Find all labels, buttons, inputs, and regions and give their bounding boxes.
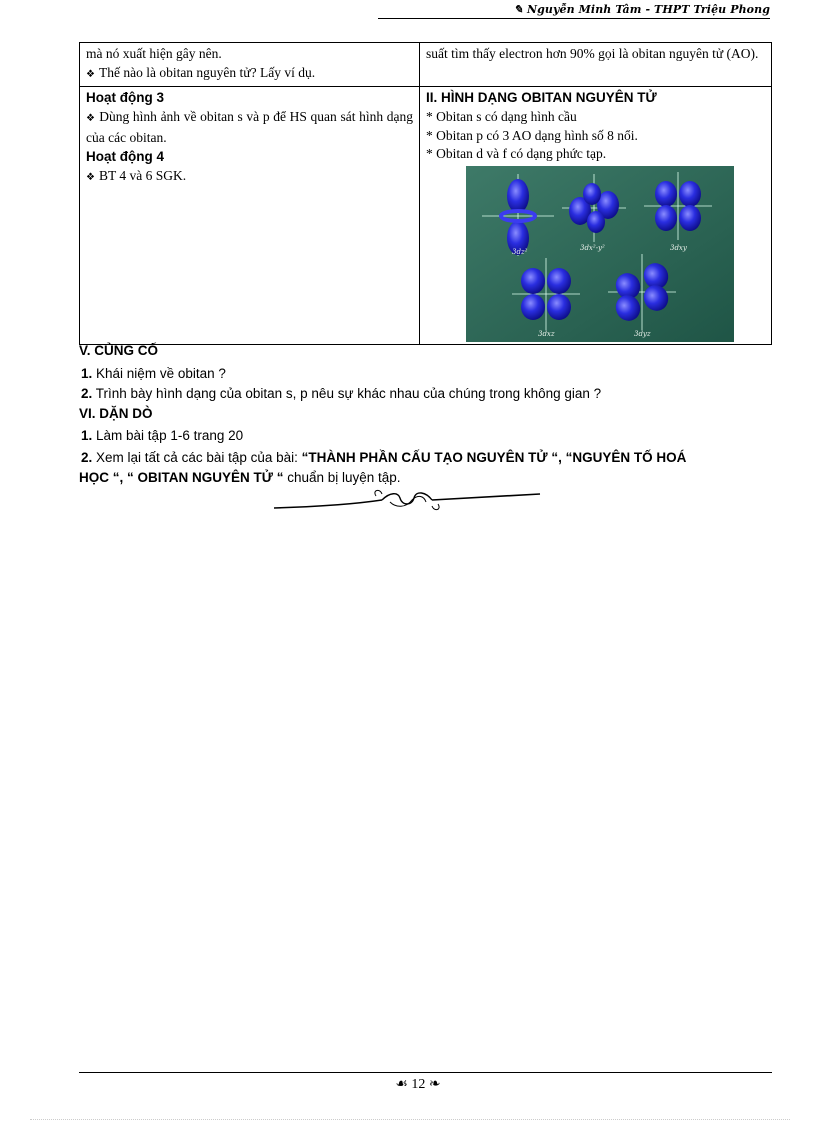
section-5-title: V. CỦNG CỐ (79, 343, 159, 358)
activity-3-text: Dùng hình ảnh về obitan s và p để HS quan sát hình dạng của các obitan. (86, 109, 413, 145)
section-6-item-1 (81, 428, 243, 443)
diamond-bullet-icon: ❖ (86, 113, 96, 124)
item-number: 2. (81, 386, 93, 401)
table-cell-left (80, 87, 420, 345)
section-5-item-1 (81, 366, 226, 381)
header-rule (378, 18, 770, 19)
cell-text: suất tìm thấy electron hơn 90% gọi là obitan nguyên tử (AO). (426, 46, 759, 61)
item-text: Xem lại tất cả các bài tập của bài: (96, 450, 302, 465)
cell-bullet-line (86, 107, 413, 147)
d-orbital-image (466, 166, 734, 342)
item-number: 1. (81, 366, 93, 381)
cell-bullet-line (86, 166, 413, 187)
table-row (80, 43, 772, 87)
page-header: ✎ Nguyễn Minh Tâm - THPT Triệu Phong (513, 3, 770, 16)
lesson-table (79, 42, 772, 345)
cell-text: * Obitan p có 3 AO dạng hình số 8 nổi. (426, 128, 638, 143)
item-number: 1. (81, 428, 93, 443)
table-cell-left (80, 43, 420, 87)
orbital-label: 3dz² (512, 248, 528, 256)
activity-4-title: Hoạt động 4 (86, 149, 164, 164)
activity-4-text: BT 4 và 6 SGK. (98, 168, 187, 183)
diamond-bullet-icon: ❖ (86, 172, 95, 183)
item-text: Làm bài tập 1-6 trang 20 (96, 428, 244, 443)
item-text: Khái niệm về obitan ? (96, 366, 226, 381)
orbital-label: 3dx²-y² (580, 244, 605, 252)
cell-text: * Obitan s có dạng hình cầu (426, 109, 577, 124)
cell-bullet-line (86, 63, 413, 84)
cell-text: * Obitan d và f có dạng phức tạp. (426, 146, 607, 161)
orbital-label: 3dyz (634, 330, 651, 338)
page-number: ☙ 12 ❧ (395, 1077, 441, 1092)
table-row (80, 87, 772, 345)
cell-text: Thế nào là obitan nguyên tử? Lấy ví dụ. (98, 65, 316, 80)
orbital-label: 3dxz (538, 330, 555, 338)
item-text: chuẩn bị luyện tập. (283, 470, 401, 485)
item-number: 2. (81, 450, 93, 465)
footer-rule (79, 1072, 772, 1073)
item-bold-text: HỌC “, “ OBITAN NGUYÊN TỬ “ (79, 470, 284, 485)
table-cell-right (420, 43, 772, 87)
section-5-item-2 (81, 386, 601, 401)
table-cell-right (420, 87, 772, 345)
item-bold-text: “THÀNH PHẦN CẤU TẠO NGUYÊN TỬ “, “NGUYÊN TỐ HOÁ (301, 450, 687, 465)
activity-3-title: Hoạt động 3 (86, 90, 164, 105)
divider-ornament-icon (272, 486, 542, 514)
cell-text: mà nó xuất hiện gây nên. (86, 46, 222, 61)
bottom-dotted-rule (30, 1119, 790, 1120)
section-6-item-2-cont (79, 470, 401, 485)
orbital-label: 3dxy (670, 244, 687, 252)
item-text: Trình bày hình dạng của obitan s, p nêu sự khác nhau của chúng trong không gian ? (95, 386, 602, 401)
diamond-bullet-icon: ❖ (86, 69, 95, 80)
section-6-item-2 (81, 450, 686, 465)
section-6-title: VI. DẶN DÒ (79, 406, 153, 421)
section-title-orbital-shape: II. HÌNH DẠNG OBITAN NGUYÊN TỬ (426, 90, 657, 105)
